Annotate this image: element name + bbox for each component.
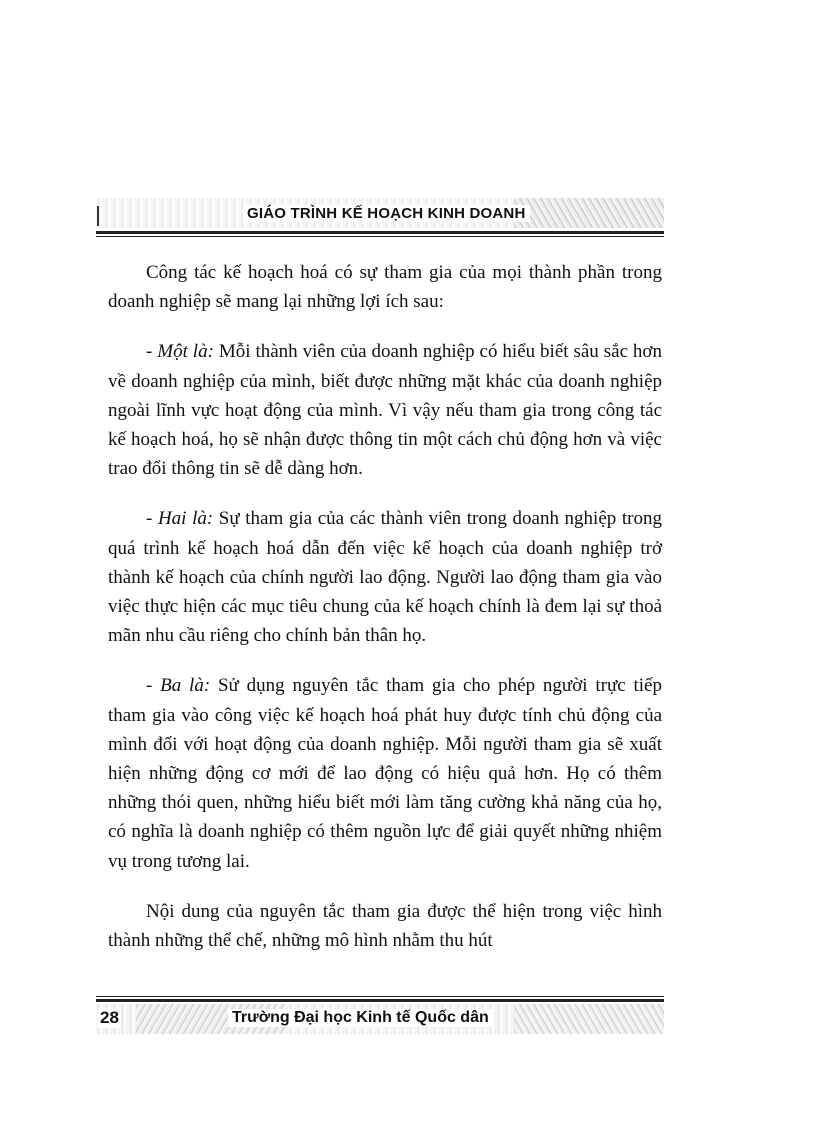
- point-text: Mỗi thành viên của doanh nghiệp có hiểu biết sâu sắc hơn về doanh nghiệp của mình, biết được những mặt khác của doanh nghiệp ngoài lĩnh vực hoạt động của mình. Vì vậy nếu tham gia trong công tác kế hoạch hoá, họ sẽ nhận được thông tin một cách chủ động hơn và việc trao đổi thông tin sẽ dễ dàng hơn.: [108, 341, 662, 480]
- page-number: 28: [100, 1008, 119, 1027]
- header-texture: [514, 198, 664, 228]
- running-footer-title: Trường Đại học Kinh tế Quốc dân: [228, 1009, 493, 1027]
- header-rule-thin: [96, 236, 664, 237]
- page-body: [108, 258, 662, 976]
- point-text: Sự tham gia của các thành viên trong doanh nghiệp trong quá trình kế hoạch hoá dẫn đến việc kế hoạch của doanh nghiệp trở thành kế hoạch của chính người lao động. Người lao động tham gia vào việc thực hiện các mục tiêu chung của kế hoạch chính là đem lại sự thoả mãn nhu cầu riêng cho chính bản thân họ.: [108, 508, 662, 647]
- point-paragraph-2: [108, 504, 662, 650]
- closing-paragraph: Nội dung của nguyên tắc tham gia được thể hiện trong việc hình thành những thể chế, những mô hình nhằm thu hút: [108, 900, 662, 952]
- footer-rule-thin: [96, 996, 664, 997]
- footer-rule-thick: [96, 999, 664, 1002]
- header-rule-thick: [96, 231, 664, 234]
- point-label: - Hai là:: [146, 508, 214, 530]
- point-paragraph-1: [108, 337, 662, 483]
- point-label: - Ba là:: [146, 675, 211, 697]
- footer-texture-right: [514, 1004, 664, 1034]
- point-label: - Một là:: [146, 341, 214, 363]
- point-text: Sử dụng nguyên tắc tham gia cho phép người trực tiếp tham gia vào công việc kế hoạch hoá phát huy được tính chủ động của mình đối với hoạt động của doanh nghiệp. Mỗi người tham gia sẽ xuất hiện những động cơ mới để lao động có hiệu quả hơn. Họ có thêm những thói quen, những hiểu biết mới làm tăng cường khả năng của họ, có nghĩa là doanh nghiệp có thêm nguồn lực để giải quyết những nhiệm vụ trong tương lai.: [108, 675, 662, 872]
- intro-paragraph: Công tác kế hoạch hoá có sự tham gia của mọi thành phần trong doanh nghiệp sẽ mang lại những lợi ích sau:: [108, 262, 662, 313]
- header-tick-mark: [97, 206, 99, 226]
- point-paragraph-3: [108, 671, 662, 875]
- running-header-title: GIÁO TRÌNH KẾ HOẠCH KINH DOANH: [243, 205, 530, 222]
